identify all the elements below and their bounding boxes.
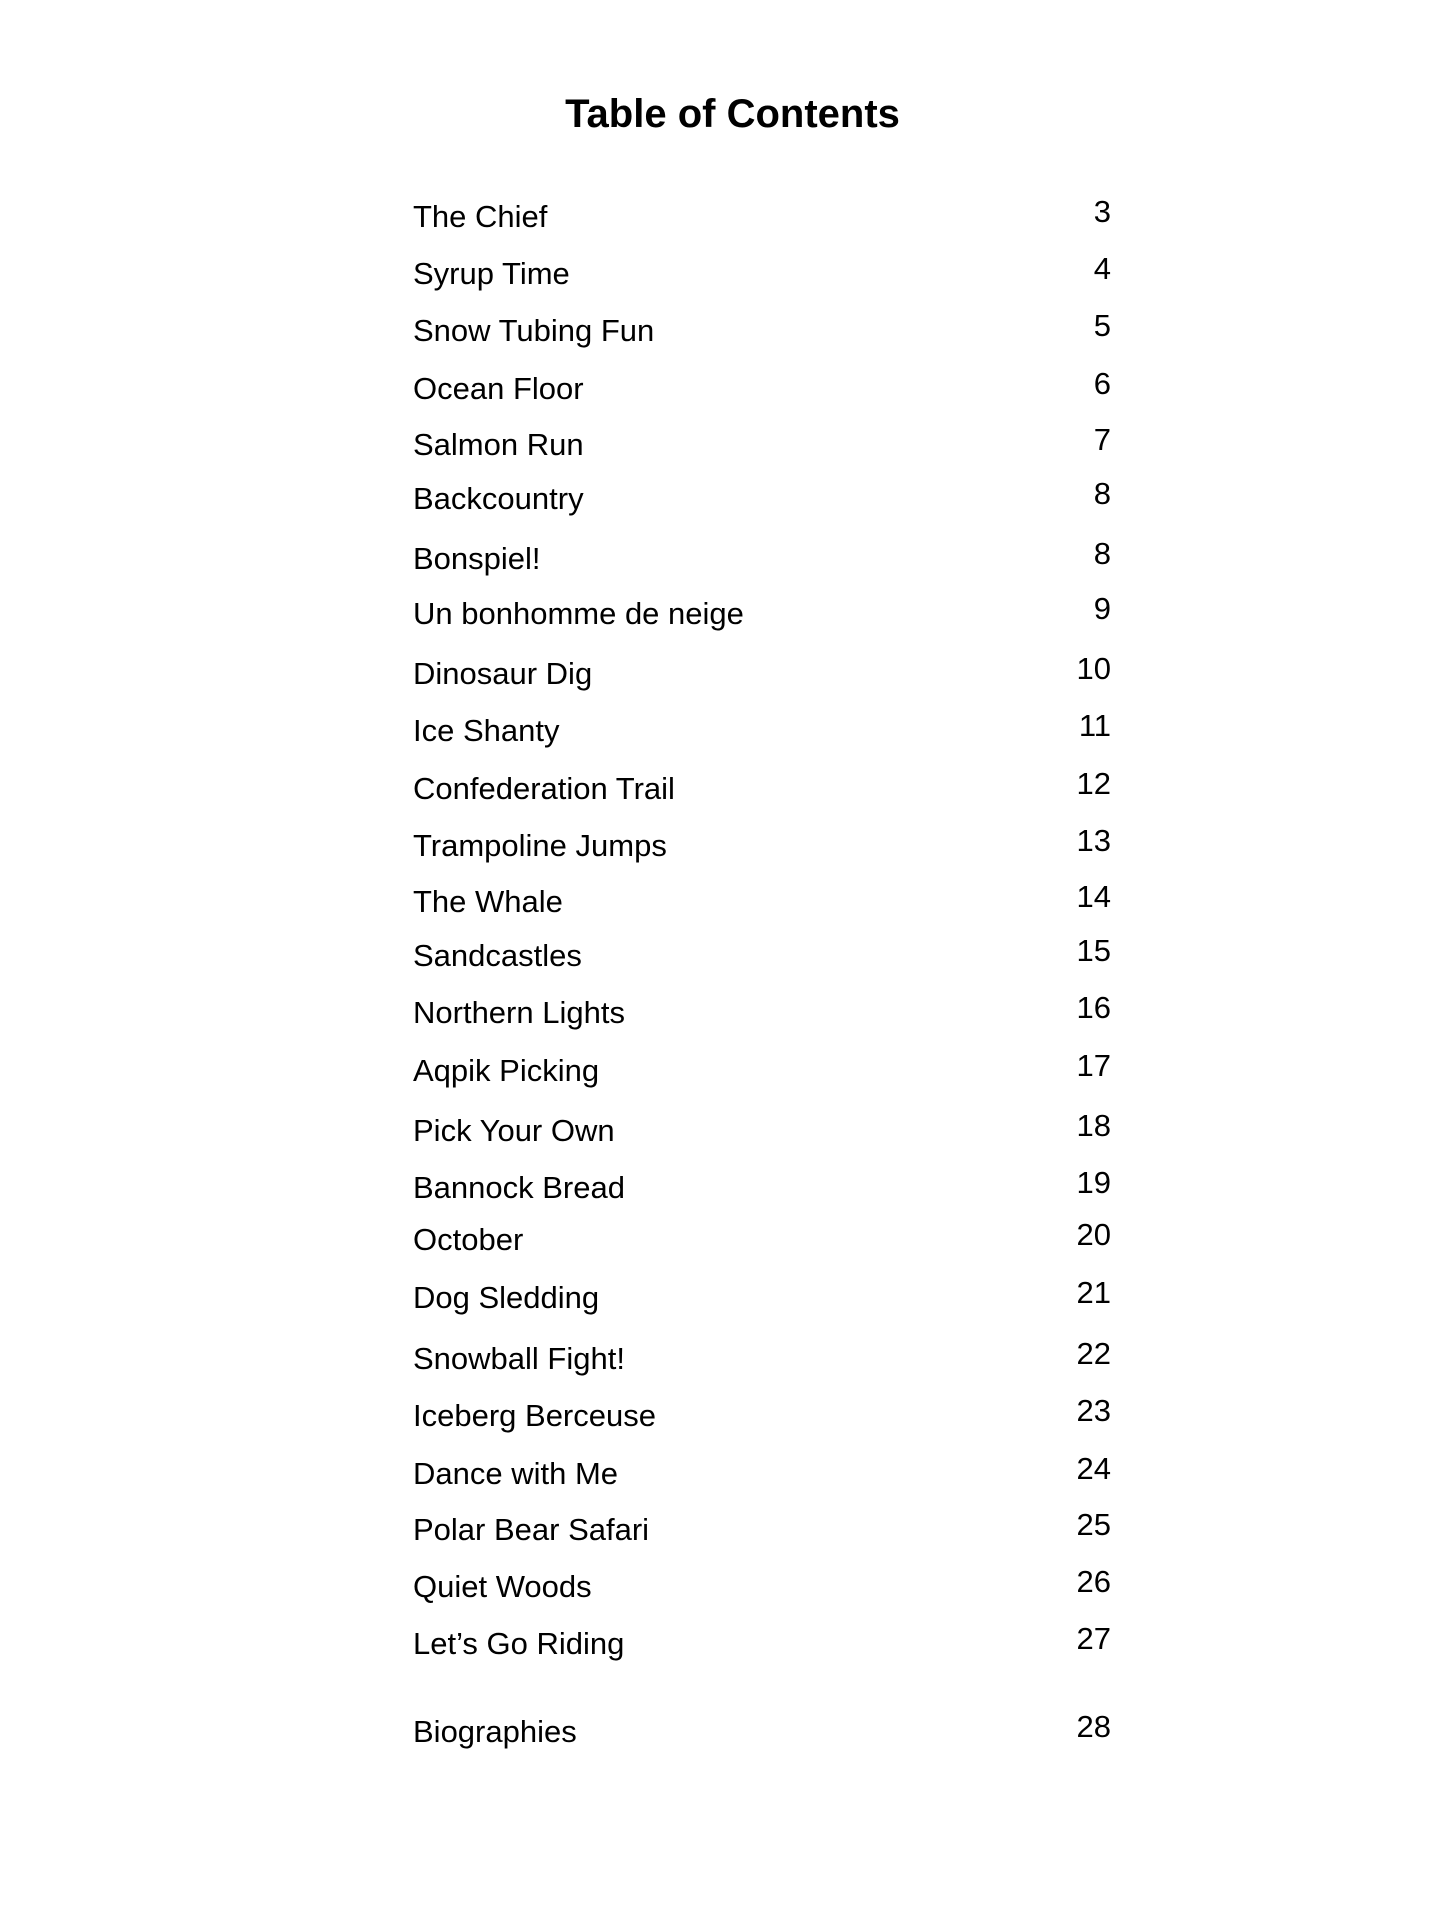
toc-entry[interactable] <box>413 1165 1111 1210</box>
toc-entry-title: Quiet Woods <box>413 1569 592 1604</box>
toc-entry[interactable] <box>413 990 1111 1035</box>
toc-entry[interactable] <box>413 1709 1111 1754</box>
toc-entry-page-number: 14 <box>1076 879 1111 914</box>
toc-entry[interactable] <box>413 1336 1111 1381</box>
toc-entry[interactable] <box>413 1621 1111 1666</box>
toc-entry[interactable] <box>413 1564 1111 1609</box>
toc-entry-title: Pick Your Own <box>413 1113 615 1148</box>
toc-entry-title: Salmon Run <box>413 427 584 462</box>
toc-entry-page-number: 17 <box>1076 1048 1111 1083</box>
toc-entry-title: Trampoline Jumps <box>413 828 667 863</box>
toc-entry-page-number: 20 <box>1076 1217 1111 1252</box>
toc-entry[interactable] <box>413 879 1111 924</box>
toc-entry-page-number: 4 <box>1093 251 1111 286</box>
toc-entry-title: Aqpik Picking <box>413 1053 600 1088</box>
toc-entry[interactable] <box>413 251 1111 296</box>
toc-entry[interactable] <box>413 422 1111 467</box>
toc-entry-title: Let’s Go Riding <box>413 1626 625 1661</box>
toc-entry-title: Bannock Bread <box>413 1170 625 1205</box>
toc-entry[interactable] <box>413 194 1111 239</box>
toc-entry-title: Ice Shanty <box>413 713 560 748</box>
toc-entry-title: Dinosaur Dig <box>413 656 593 691</box>
toc-entry[interactable] <box>413 476 1111 521</box>
toc-entry-page-number: 26 <box>1076 1564 1111 1599</box>
toc-entry-title: Sandcastles <box>413 938 582 973</box>
toc-entry-page-number: 18 <box>1076 1108 1111 1143</box>
toc-entry-page-number: 5 <box>1093 308 1111 343</box>
toc-entry-title: Bonspiel! <box>413 541 541 576</box>
toc-entry-page-number: 24 <box>1076 1451 1111 1486</box>
toc-entry[interactable] <box>413 766 1111 811</box>
toc-entry-page-number: 6 <box>1093 366 1111 401</box>
toc-entry-title: Confederation Trail <box>413 771 675 806</box>
toc-entry-title: Snow Tubing Fun <box>413 313 655 348</box>
page-title: Table of Contents <box>565 92 900 136</box>
toc-entry-title: Dog Sledding <box>413 1280 600 1315</box>
toc-entry-title: Iceberg Berceuse <box>413 1398 656 1433</box>
toc-entry-title: Polar Bear Safari <box>413 1512 650 1547</box>
toc-entry-page-number: 8 <box>1093 536 1111 571</box>
toc-entry[interactable] <box>413 1451 1111 1496</box>
toc-entry-page-number: 7 <box>1093 422 1111 457</box>
toc-entry-page-number: 13 <box>1076 823 1111 858</box>
toc-entry[interactable] <box>413 1217 1111 1262</box>
toc-entry-title: Snowball Fight! <box>413 1341 625 1376</box>
toc-entry-page-number: 9 <box>1093 591 1111 626</box>
toc-entry-page-number: 27 <box>1076 1621 1111 1656</box>
toc-entry-title: Syrup Time <box>413 256 570 291</box>
toc-entry-title: October <box>413 1222 524 1257</box>
toc-entry[interactable] <box>413 651 1111 696</box>
toc-entry-page-number: 28 <box>1076 1709 1111 1744</box>
toc-entry-title: Un bonhomme de neige <box>413 596 744 631</box>
toc-entry[interactable] <box>413 1393 1111 1438</box>
toc-entry-page-number: 23 <box>1076 1393 1111 1428</box>
toc-entry-title: Northern Lights <box>413 995 625 1030</box>
toc-entry[interactable] <box>413 823 1111 868</box>
toc-entry[interactable] <box>413 591 1111 636</box>
toc-entry-page-number: 19 <box>1076 1165 1111 1200</box>
toc-entry-title: Dance with Me <box>413 1456 619 1491</box>
toc-entry-title: The Chief <box>413 199 548 234</box>
toc-entry[interactable] <box>413 366 1111 411</box>
toc-entry[interactable] <box>413 933 1111 978</box>
toc-entry[interactable] <box>413 308 1111 353</box>
toc-entry-page-number: 11 <box>1078 708 1111 743</box>
toc-entry[interactable] <box>413 1507 1111 1552</box>
toc-entry-page-number: 15 <box>1076 933 1111 968</box>
toc-entry-page-number: 8 <box>1093 476 1111 511</box>
toc-entry-page-number: 21 <box>1076 1275 1111 1310</box>
toc-entry[interactable] <box>413 1048 1111 1093</box>
toc-entry-page-number: 25 <box>1076 1507 1111 1542</box>
toc-entry[interactable] <box>413 1108 1111 1153</box>
toc-entry-page-number: 10 <box>1076 651 1111 686</box>
toc-entry[interactable] <box>413 1275 1111 1320</box>
toc-entry-page-number: 16 <box>1076 990 1111 1025</box>
toc-entry-title: Biographies <box>413 1714 577 1749</box>
toc-entry-title: The Whale <box>413 884 563 919</box>
toc-entry-title: Backcountry <box>413 481 584 516</box>
toc-entry-page-number: 12 <box>1076 766 1111 801</box>
toc-entry[interactable] <box>413 536 1111 581</box>
toc-entry-title: Ocean Floor <box>413 371 584 406</box>
toc-entry-page-number: 22 <box>1076 1336 1111 1371</box>
toc-entry-page-number: 3 <box>1093 194 1111 229</box>
toc-entry[interactable] <box>413 708 1111 753</box>
